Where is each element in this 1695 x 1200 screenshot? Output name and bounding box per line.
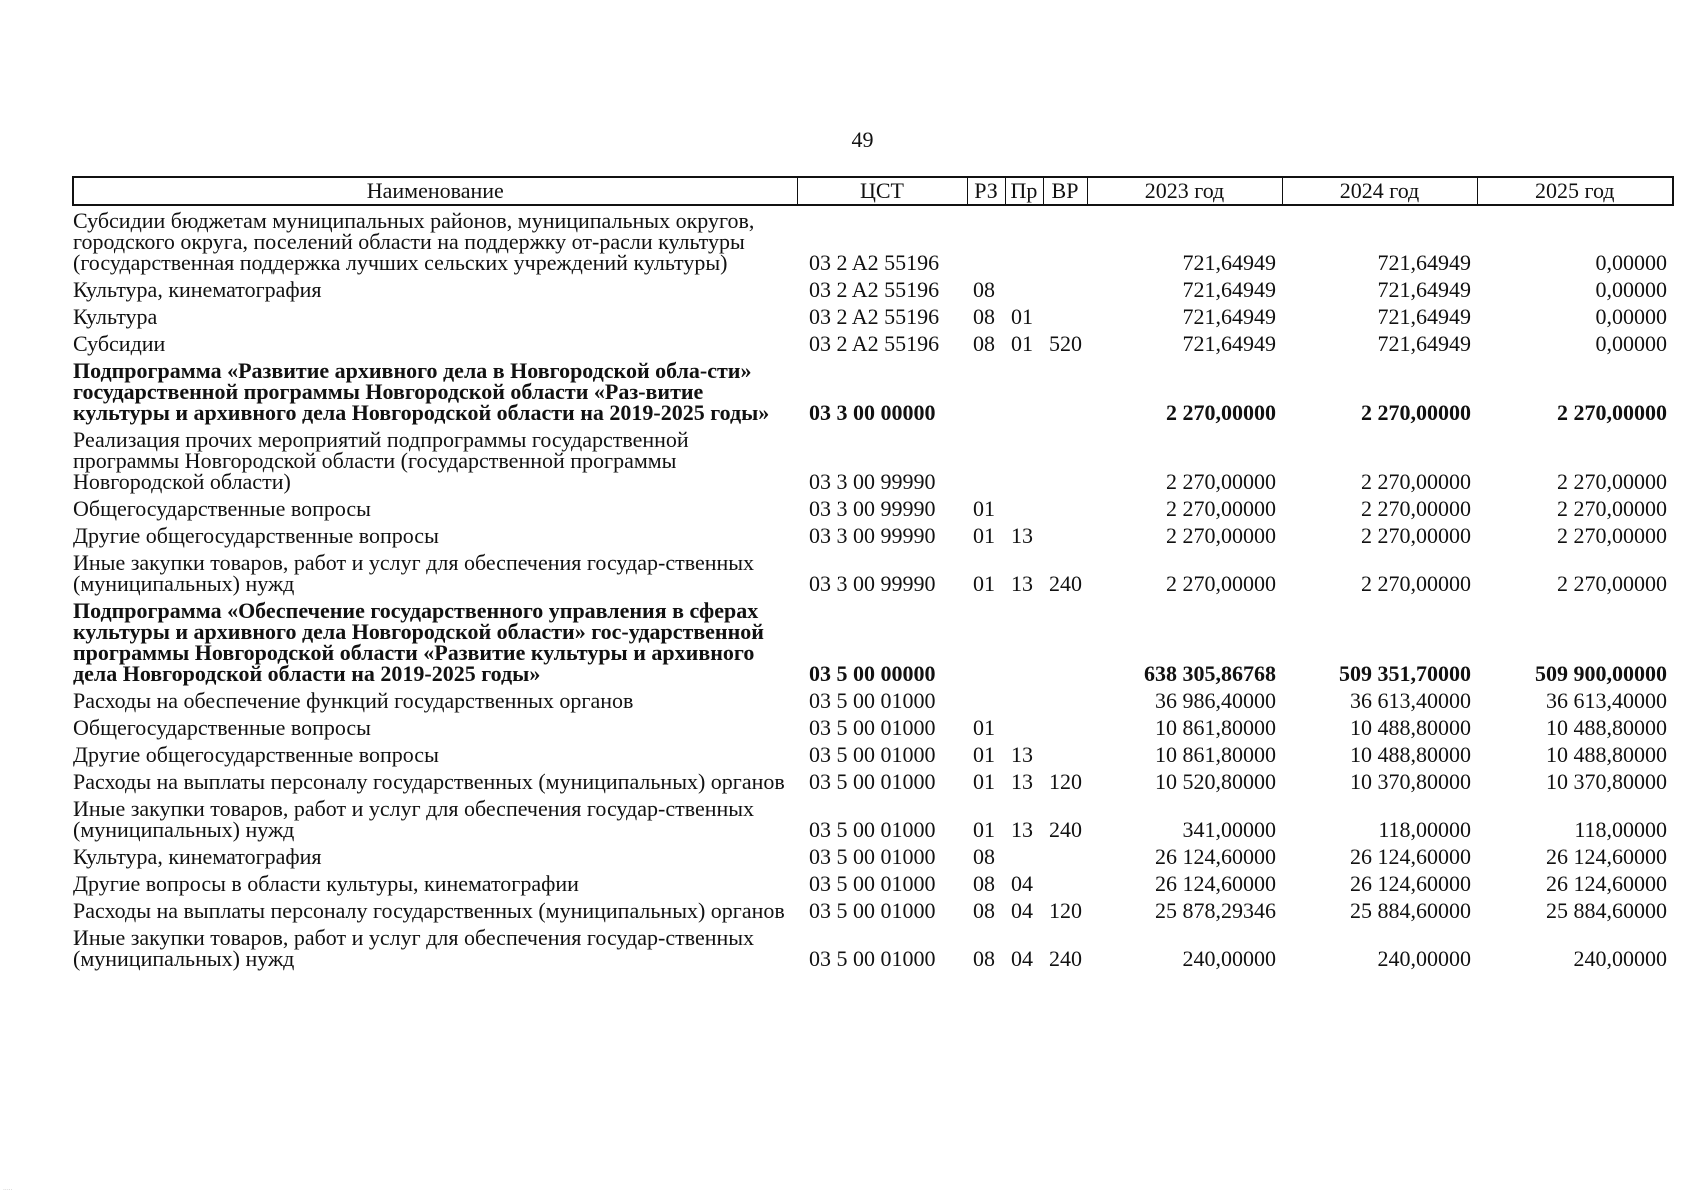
row-cst: 03 3 00 99990: [809, 496, 936, 521]
row-vr: [1043, 495, 1087, 522]
row-name: Общегосударственные вопросы: [73, 496, 371, 521]
row-pr: [1005, 205, 1043, 276]
row-cst: 03 2 A2 55196: [809, 331, 940, 356]
row-pr: [1005, 495, 1043, 522]
row-name: Субсидии бюджетам муниципальных районов, муниципальных округов, городского округа, поселений области на поддержку от-расли культуры (государственная поддержка лучших сельских учреждений культуры): [73, 208, 755, 275]
table-row: [73, 205, 1673, 276]
table-row: [73, 330, 1673, 357]
row-rz: 08: [973, 331, 995, 356]
row-2023: 10 520,80000: [1155, 769, 1276, 794]
row-2023: 240,00000: [1182, 946, 1276, 971]
row-2024: 721,64949: [1377, 331, 1471, 356]
header-vr: ВР: [1043, 177, 1087, 205]
row-cst: 03 3 00 99990: [809, 469, 936, 494]
table-header: [73, 177, 1673, 205]
row-2024: 2 270,00000: [1361, 523, 1471, 548]
row-2024: 240,00000: [1377, 946, 1471, 971]
row-cst: 03 5 00 01000: [809, 898, 936, 923]
table-row: [73, 549, 1673, 597]
row-2025: 10 488,80000: [1546, 742, 1667, 767]
table-row: [73, 795, 1673, 843]
table-row: [73, 597, 1673, 687]
row-name: Расходы на обеспечение функций государственных органов: [73, 688, 634, 713]
row-2025: 25 884,60000: [1546, 898, 1667, 923]
table-row: [73, 924, 1673, 972]
row-2024: 10 370,80000: [1350, 769, 1471, 794]
table-row: [73, 687, 1673, 714]
row-2023: 26 124,60000: [1155, 871, 1276, 896]
row-2023: 25 878,29346: [1155, 898, 1276, 923]
row-cst: 03 5 00 00000: [809, 661, 936, 686]
row-pr: [1005, 357, 1043, 426]
row-2025: 26 124,60000: [1546, 844, 1667, 869]
row-vr: [1043, 741, 1087, 768]
table-row: [73, 426, 1673, 495]
row-vr: 240: [1049, 571, 1082, 596]
row-name: Подпрограмма «Развитие архивного дела в Новгородской обла-сти» государственной программы Новгородской области «Раз-витие культуры и архивного дела Новгородской области на 2019-2025 годы»: [73, 358, 770, 425]
row-name: Иные закупки товаров, работ и услуг для обеспечения государ-ственных (муниципальных) нужд: [73, 796, 755, 842]
row-2024: 10 488,80000: [1350, 715, 1471, 740]
row-2023: 2 270,00000: [1166, 496, 1276, 521]
table-row: [73, 303, 1673, 330]
row-cst: 03 5 00 01000: [809, 742, 936, 767]
row-2024: 2 270,00000: [1361, 571, 1471, 596]
row-cst: 03 5 00 01000: [809, 871, 936, 896]
row-2023: 721,64949: [1182, 250, 1276, 275]
header-name: Наименование: [73, 177, 797, 205]
row-rz: 01: [973, 769, 995, 794]
row-2023: 26 124,60000: [1155, 844, 1276, 869]
row-pr: [1005, 714, 1043, 741]
row-vr: [1043, 276, 1087, 303]
row-vr: 240: [1049, 817, 1082, 842]
budget-table: [72, 176, 1674, 972]
row-name: Другие общегосударственные вопросы: [73, 523, 439, 548]
row-rz: 08: [973, 898, 995, 923]
row-2025: 2 270,00000: [1557, 469, 1667, 494]
row-rz: 08: [973, 277, 995, 302]
table-row: [73, 495, 1673, 522]
row-2024: 10 488,80000: [1350, 742, 1471, 767]
row-cst: 03 5 00 01000: [809, 715, 936, 740]
row-rz: 01: [973, 715, 995, 740]
row-pr: 01: [1011, 304, 1033, 329]
row-cst: 03 5 00 01000: [809, 688, 936, 713]
header-rz: РЗ: [967, 177, 1005, 205]
header-2023: 2023 год: [1087, 177, 1282, 205]
row-vr: [1043, 426, 1087, 495]
row-name: Расходы на выплаты персоналу государственных (муниципальных) органов: [73, 898, 785, 923]
row-vr: [1043, 205, 1087, 276]
row-2023: 2 270,00000: [1166, 571, 1276, 596]
row-cst: 03 5 00 01000: [809, 769, 936, 794]
row-2023: 341,00000: [1182, 817, 1276, 842]
table-row: [73, 870, 1673, 897]
row-name: Субсидии: [73, 331, 166, 356]
row-2024: 509 351,70000: [1339, 661, 1471, 686]
row-rz: [967, 426, 1005, 495]
table-row: [73, 768, 1673, 795]
row-2023: 36 986,40000: [1155, 688, 1276, 713]
row-rz: 01: [973, 571, 995, 596]
row-2023: 2 270,00000: [1166, 400, 1276, 425]
row-rz: 08: [973, 304, 995, 329]
row-name: Иные закупки товаров, работ и услуг для обеспечения государ-ственных (муниципальных) нужд: [73, 550, 755, 596]
row-2025: 26 124,60000: [1546, 871, 1667, 896]
row-vr: [1043, 687, 1087, 714]
row-rz: 08: [973, 844, 995, 869]
table-row: [73, 843, 1673, 870]
header-2024: 2024 год: [1282, 177, 1477, 205]
row-cst: 03 2 A2 55196: [809, 277, 940, 302]
row-2025: 509 900,00000: [1535, 661, 1667, 686]
row-2025: 0,00000: [1595, 331, 1667, 356]
header-cst: ЦСТ: [797, 177, 967, 205]
row-vr: [1043, 597, 1087, 687]
row-2023: 2 270,00000: [1166, 469, 1276, 494]
row-pr: 13: [1011, 817, 1033, 842]
row-2025: 10 370,80000: [1546, 769, 1667, 794]
row-2024: 2 270,00000: [1361, 496, 1471, 521]
row-rz: 01: [973, 523, 995, 548]
row-2024: 721,64949: [1377, 277, 1471, 302]
row-pr: 04: [1011, 871, 1033, 896]
row-cst: 03 3 00 99990: [809, 571, 936, 596]
row-2024: 2 270,00000: [1361, 469, 1471, 494]
table-body: [73, 205, 1673, 972]
row-pr: 13: [1011, 742, 1033, 767]
row-2025: 2 270,00000: [1557, 523, 1667, 548]
row-pr: 13: [1011, 769, 1033, 794]
row-2025: 0,00000: [1595, 304, 1667, 329]
header-pr: Пр: [1005, 177, 1043, 205]
row-vr: [1043, 357, 1087, 426]
row-2023: 10 861,80000: [1155, 715, 1276, 740]
table-row: [73, 522, 1673, 549]
row-2023: 721,64949: [1182, 277, 1276, 302]
row-vr: [1043, 870, 1087, 897]
row-name: Подпрограмма «Обеспечение государственного управления в сферах культуры и архивного дела Новгородской области» гос-ударственной программы Новгородской области «Развитие культуры и архивного дела Новгородской области на 2019-2025 годы»: [73, 598, 764, 686]
row-vr: [1043, 714, 1087, 741]
row-2024: 26 124,60000: [1350, 844, 1471, 869]
row-pr: 01: [1011, 331, 1033, 356]
row-2025: 36 613,40000: [1546, 688, 1667, 713]
row-2024: 118,00000: [1378, 817, 1471, 842]
row-2024: 2 270,00000: [1361, 400, 1471, 425]
row-vr: [1043, 522, 1087, 549]
row-vr: 520: [1049, 331, 1082, 356]
row-name: Другие вопросы в области культуры, кинематографии: [73, 871, 579, 896]
table-row: [73, 714, 1673, 741]
row-rz: [967, 687, 1005, 714]
row-vr: [1043, 303, 1087, 330]
row-pr: [1005, 426, 1043, 495]
row-pr: 04: [1011, 898, 1033, 923]
row-cst: 03 3 00 00000: [809, 400, 936, 425]
row-pr: 13: [1011, 571, 1033, 596]
header-2025: 2025 год: [1477, 177, 1673, 205]
row-name: Реализация прочих мероприятий подпрограммы государственной программы Новгородской области (государственной программы Новгородской области): [73, 427, 689, 494]
row-2024: 25 884,60000: [1350, 898, 1471, 923]
row-pr: 13: [1011, 523, 1033, 548]
row-vr: 120: [1049, 769, 1082, 794]
row-rz: 08: [973, 871, 995, 896]
row-cst: 03 5 00 01000: [809, 844, 936, 869]
row-2025: 118,00000: [1574, 817, 1667, 842]
row-2023: 10 861,80000: [1155, 742, 1276, 767]
row-pr: [1005, 843, 1043, 870]
row-2024: 721,64949: [1377, 250, 1471, 275]
row-rz: 01: [973, 742, 995, 767]
row-rz: 08: [973, 946, 995, 971]
row-2025: 2 270,00000: [1557, 400, 1667, 425]
row-2025: 240,00000: [1573, 946, 1667, 971]
table-row: [73, 357, 1673, 426]
row-name: Общегосударственные вопросы: [73, 715, 371, 740]
row-2024: 36 613,40000: [1350, 688, 1471, 713]
row-rz: [967, 597, 1005, 687]
row-name: Культура, кинематография: [73, 277, 322, 302]
row-rz: [967, 357, 1005, 426]
row-2025: 10 488,80000: [1546, 715, 1667, 740]
row-vr: 240: [1049, 946, 1082, 971]
row-name: Культура: [73, 304, 158, 329]
row-2023: 2 270,00000: [1166, 523, 1276, 548]
row-2025: 2 270,00000: [1557, 496, 1667, 521]
row-name: Другие общегосударственные вопросы: [73, 742, 439, 767]
row-2024: 721,64949: [1377, 304, 1471, 329]
row-vr: 120: [1049, 898, 1082, 923]
row-2023: 721,64949: [1182, 331, 1276, 356]
row-2023: 721,64949: [1182, 304, 1276, 329]
row-rz: [967, 205, 1005, 276]
table-row: [73, 276, 1673, 303]
row-pr: [1005, 687, 1043, 714]
row-2025: 0,00000: [1595, 250, 1667, 275]
row-2025: 0,00000: [1595, 277, 1667, 302]
row-cst: 03 5 00 01000: [809, 817, 936, 842]
row-cst: 03 5 00 01000: [809, 946, 936, 971]
row-pr: [1005, 597, 1043, 687]
row-vr: [1043, 843, 1087, 870]
row-name: Расходы на выплаты персоналу государственных (муниципальных) органов: [73, 769, 785, 794]
row-2025: 2 270,00000: [1557, 571, 1667, 596]
row-rz: 01: [973, 496, 995, 521]
row-rz: 01: [973, 817, 995, 842]
page-number: 49: [851, 127, 874, 152]
row-name: Культура, кинематография: [73, 844, 322, 869]
row-cst: 03 2 A2 55196: [809, 250, 940, 275]
row-name: Иные закупки товаров, работ и услуг для обеспечения государ-ственных (муниципальных) нужд: [73, 925, 755, 971]
row-2023: 638 305,86768: [1144, 661, 1276, 686]
row-cst: 03 3 00 99990: [809, 523, 936, 548]
table-row: [73, 741, 1673, 768]
row-2024: 26 124,60000: [1350, 871, 1471, 896]
row-pr: 04: [1011, 946, 1033, 971]
table-row: [73, 897, 1673, 924]
scan-mark: ·····: [3, 1187, 13, 1194]
row-cst: 03 2 A2 55196: [809, 304, 940, 329]
row-pr: [1005, 276, 1043, 303]
